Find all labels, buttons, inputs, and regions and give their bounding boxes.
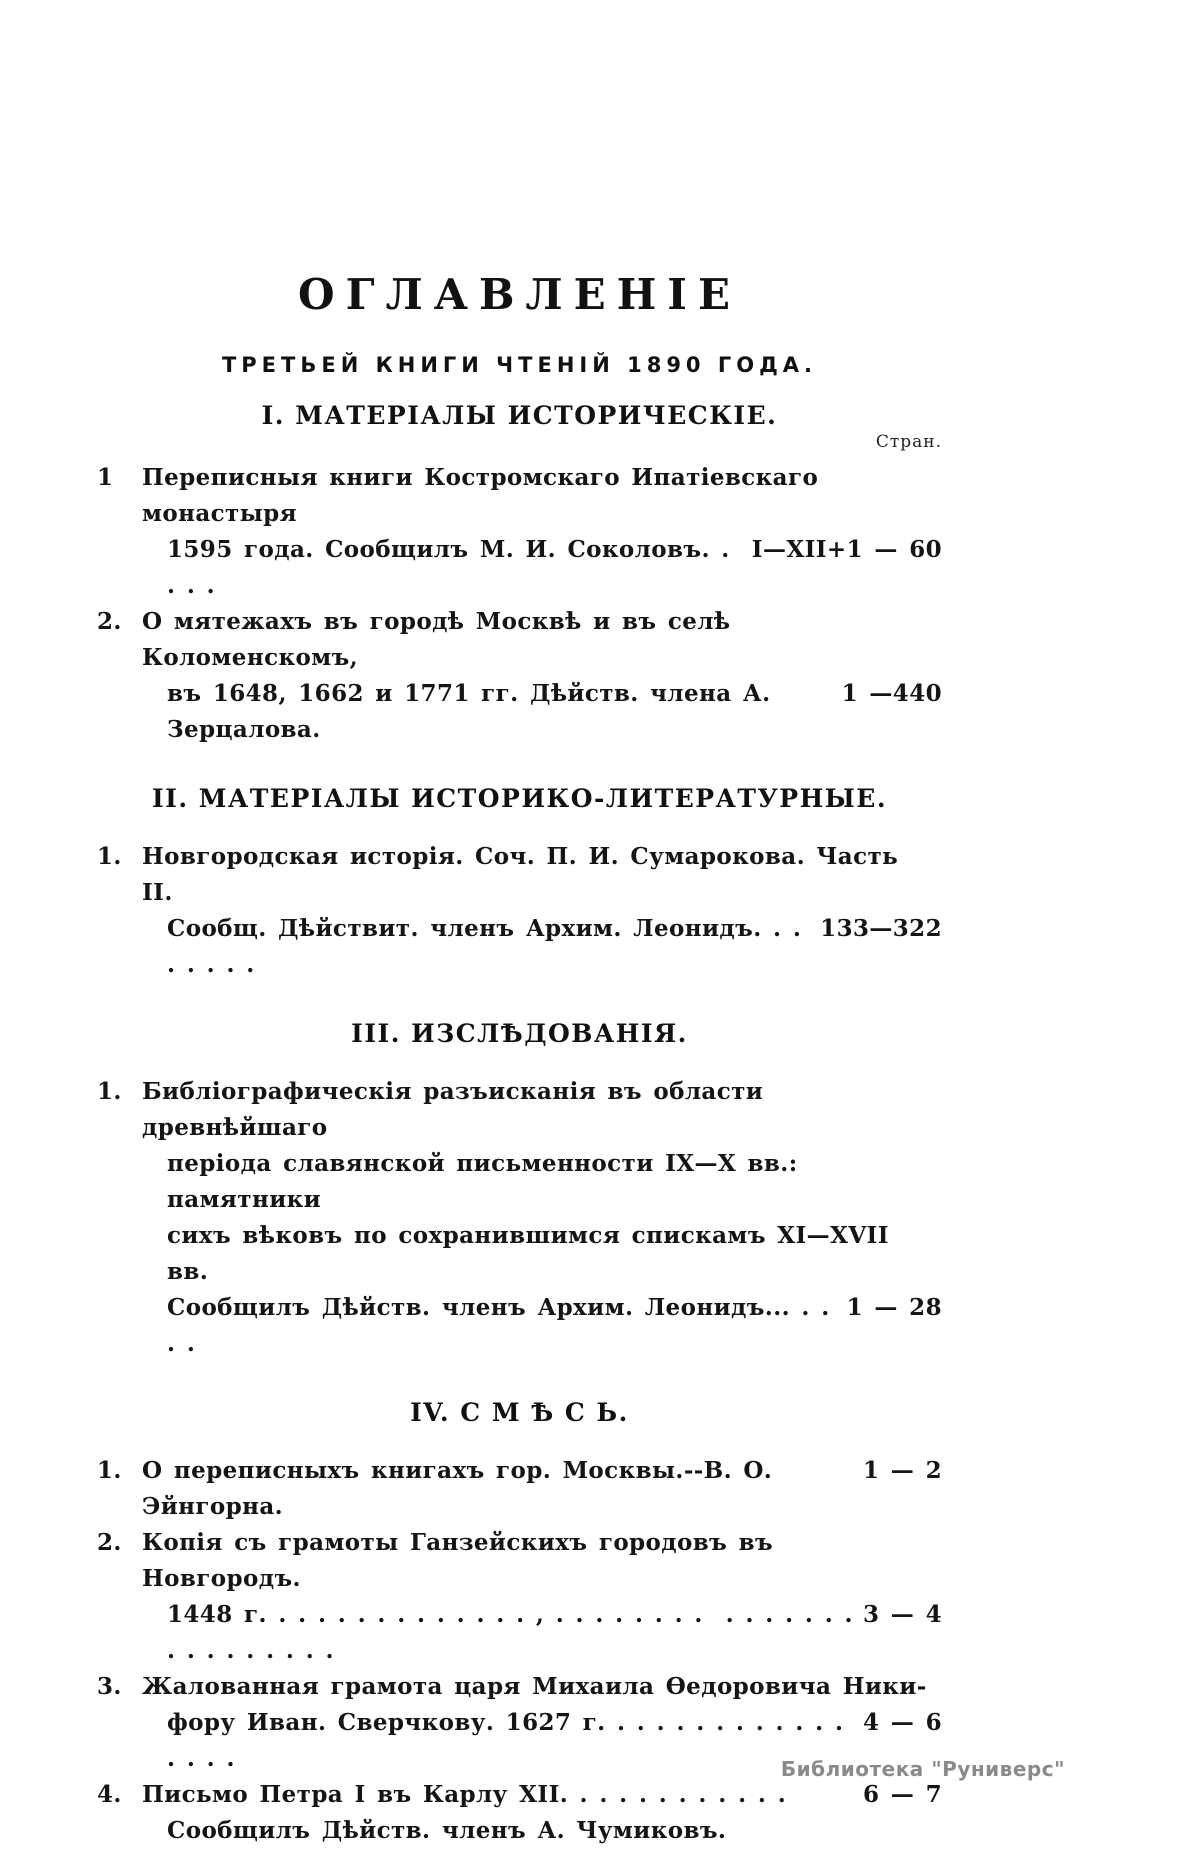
entry-line <box>97 1525 942 1597</box>
entry-text: періода славянской письменности IX—X вв.: памятники <box>167 1150 810 1213</box>
entry-number: 2. <box>97 1529 122 1556</box>
pages-column-header: Стран. <box>875 432 942 452</box>
page-title: ОГЛАВЛЕНІЕ <box>298 270 741 319</box>
entry-line <box>97 1597 942 1669</box>
entry-text: фору Иван. Сверчкову. 1627 г. . . . . . . . . . . . . . . . . <box>167 1709 855 1772</box>
entry-pages <box>932 1669 942 1705</box>
entry-number: 1. <box>97 1457 122 1484</box>
entry-text: Новгородская исторія. Соч. П. И. Сумарокова. Часть II. <box>142 843 910 906</box>
entry-text: Копія съ грамоты Ганзейскихъ городовъ въ Новгородъ. <box>142 1529 785 1592</box>
entry-text: Сообщ. Дѣйствит. членъ Архим. Леонидъ. . . . . . . . <box>167 915 813 978</box>
section-smes <box>97 1398 942 1849</box>
entry-pages <box>932 1218 942 1290</box>
entry-number: 2. <box>97 608 122 635</box>
entry-number: 1. <box>97 843 122 870</box>
entry-pages <box>932 839 942 911</box>
entry-number: 1 <box>97 464 114 491</box>
page-subtitle: ТРЕТЬЕЙ КНИГИ ЧТЕНІЙ 1890 ГОДА. <box>221 353 818 377</box>
entry-number: 4. <box>97 1781 122 1808</box>
entry-line <box>97 1146 942 1218</box>
entry-line <box>97 1290 942 1362</box>
entry-pages <box>932 1074 942 1146</box>
entry-pages: 1 — 2 <box>862 1457 942 1484</box>
entry-pages: 3 — 4 <box>862 1601 942 1628</box>
entry-text: въ 1648, 1662 и 1771 гг. Дѣйств. члена А. Зерцалова. <box>167 680 782 743</box>
entry-text: Сообщилъ Дѣйств. членъ Архим. Леонидъ... . . . . <box>167 1294 842 1357</box>
section-heading: IV. С М Ѣ С Ь. <box>410 1398 629 1427</box>
entry-text: О мятежахъ въ городѣ Москвѣ и въ селѣ Коломенскомъ, <box>142 608 742 671</box>
entry-text: сихъ вѣковъ по сохранившимся спискамъ XI—XVII вв. <box>167 1222 901 1285</box>
entry-line <box>97 604 942 676</box>
entry-text: Письмо Петра I въ Карлу XII. . . . . . . . . . . . <box>142 1781 787 1808</box>
section-materialy-istoriko-literaturnye <box>97 784 942 983</box>
entry-line <box>97 532 942 604</box>
entry-line <box>97 1669 942 1705</box>
entry-pages <box>932 1525 942 1597</box>
toc-entry <box>97 1453 942 1525</box>
entry-pages <box>932 460 942 532</box>
section-heading: III. ИЗСЛѢДОВАНІЯ. <box>351 1019 688 1048</box>
entry-pages <box>932 604 942 676</box>
entry-text: 1448 г. . . . . . . . . . . . . . , . . . . . . . . . . . . . . . . . . . . . . . . <box>167 1601 865 1664</box>
entry-text: Библіографическія разъисканія въ области древнѣйшаго <box>142 1078 775 1141</box>
entry-line <box>97 1777 942 1813</box>
entry-line <box>97 1453 942 1525</box>
entry-line <box>97 460 942 532</box>
entry-number: 3. <box>97 1673 122 1700</box>
toc-entry <box>97 1074 942 1362</box>
entry-text: Жалованная грамота царя Михаила Ѳедоровича Ники- <box>142 1673 927 1700</box>
entry-line <box>97 1218 942 1290</box>
section-heading: I. МАТЕРІАЛЫ ИСТОРИЧЕСКІЕ. <box>261 401 778 430</box>
entry-text: 1595 года. Сообщилъ М. И. Соколовъ. . . . . <box>167 536 742 599</box>
entry-line <box>97 839 942 911</box>
entry-pages: 4 — 6 <box>862 1709 942 1736</box>
entry-text: Переписныя книги Костромскаго Ипатіевскаго монастыря <box>142 464 830 527</box>
toc-entry <box>97 1777 942 1849</box>
entry-line <box>97 911 942 983</box>
entry-pages: I—XII+1 — 60 <box>751 536 942 563</box>
entry-text: О переписныхъ книгахъ гор. Москвы.--В. О. Эйнгорна. <box>142 1457 784 1520</box>
entry-line <box>97 676 942 748</box>
section-materialy-istoricheskie <box>97 401 942 748</box>
library-watermark: Библиотека "Руниверс" <box>780 1757 1065 1781</box>
entry-text: Сообщилъ Дѣйств. членъ А. Чумиковъ. <box>167 1817 727 1844</box>
toc-entry <box>97 839 942 983</box>
entry-pages: 6 — 7 <box>862 1781 942 1808</box>
section-izsledovaniya <box>97 1019 942 1362</box>
entry-pages: 1 —440 <box>841 680 942 707</box>
entry-pages: 1 — 28 <box>846 1294 942 1321</box>
entry-line <box>97 1074 942 1146</box>
entry-pages <box>932 1146 942 1218</box>
entry-line <box>97 1813 942 1849</box>
entry-number: 1. <box>97 1078 122 1105</box>
entry-pages: 133—322 <box>820 915 942 942</box>
toc-entry <box>97 460 942 604</box>
toc-entry <box>97 604 942 748</box>
section-heading: II. МАТЕРІАЛЫ ИСТОРИКО-ЛИТЕРАТУРНЫЕ. <box>151 784 888 813</box>
toc-entry <box>97 1525 942 1669</box>
entry-pages <box>932 1813 942 1849</box>
